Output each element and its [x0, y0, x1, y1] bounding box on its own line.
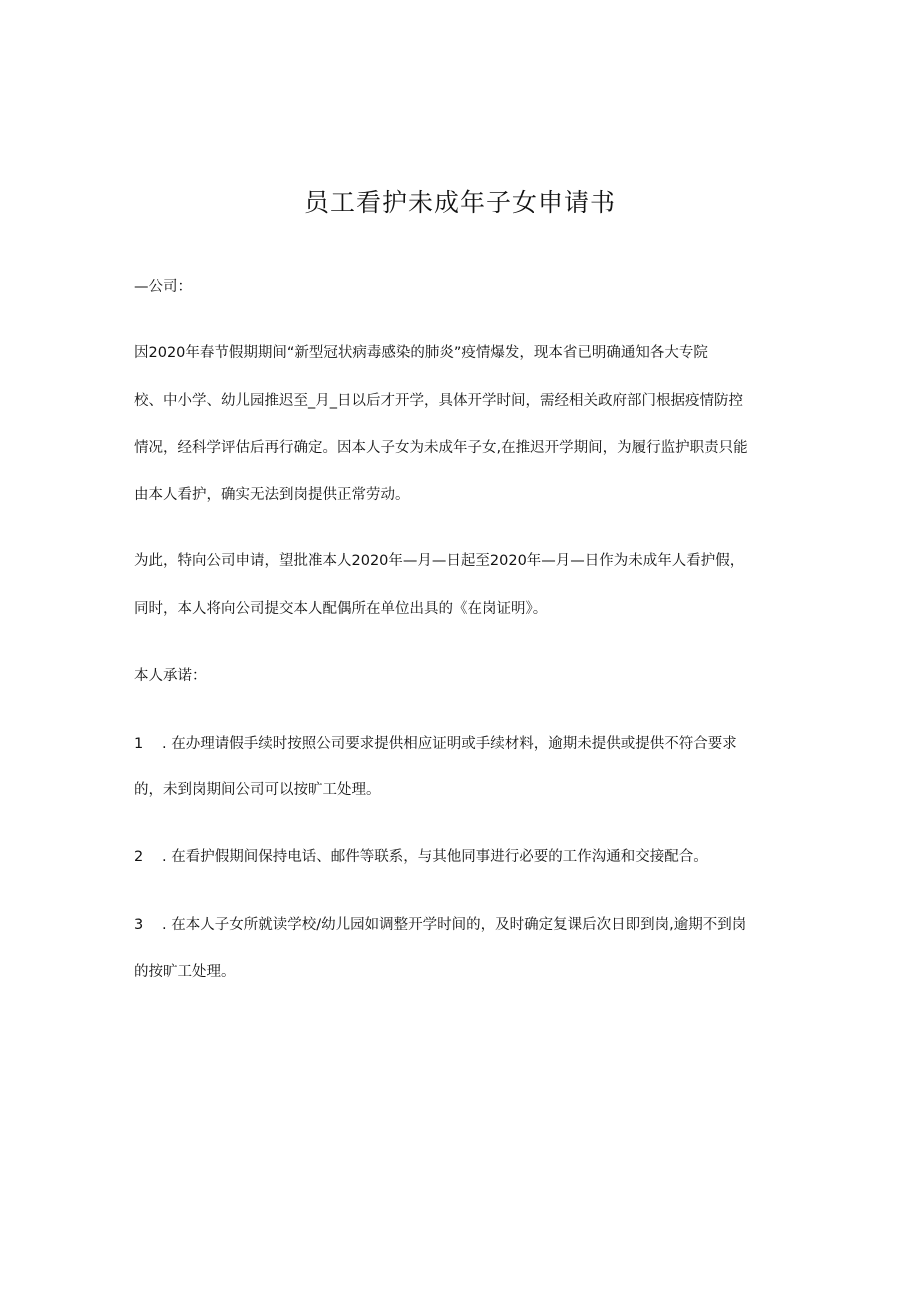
paragraph1-line-4: 由本人看护，确实无法到岗提供正常劳动。: [134, 487, 410, 503]
pledge-3-text-1: . 在本人子女所就读学校/幼儿园如调整开学时间的，及时确定复课后次日即到岗,逾期不到岗: [162, 917, 747, 933]
paragraph2-line-1: 为此，特向公司申请，望批准本人2020年—月—日起至2020年—月—日作为未成年人看护假，: [134, 553, 745, 569]
pledge-1-text-1: . 在办理请假手续时按照公司要求提供相应证明或手续材料，逾期未提供或提供不符合要求: [162, 736, 737, 752]
paragraph1-line-2: 校、中小学、幼儿园推迟至_月_日以后才开学，具体开学时间，需经相关政府部门根据疫情防控: [134, 393, 743, 409]
paragraph1-line-1: 因2020年春节假期期间“新型冠状病毒感染的肺炎”疫情爆发，现本省已明确通知各大专院: [134, 345, 708, 361]
pledge-1-number: 1: [134, 736, 144, 752]
paragraph2-line-2: 同时，本人将向公司提交本人配偶所在单位出具的《在岗证明》。: [134, 601, 548, 617]
pledge-2-text-1: . 在看护假期间保持电话、邮件等联系，与其他同事进行必要的工作沟通和交接配合。: [162, 849, 708, 865]
pledge-2-number: 2: [134, 849, 144, 865]
pledge-3-number: 3: [134, 917, 144, 933]
pledge-heading: 本人承诺：: [134, 668, 207, 684]
pledge-1-line-2: 的，未到岗期间公司可以按旷工处理。: [134, 782, 381, 798]
pledge-3-line-1: [134, 914, 804, 936]
document-title: 员工看护未成年子女申请书: [303, 188, 616, 217]
pledge-1-line-1: [134, 733, 804, 755]
paragraph1-line-3: 情况，经科学评估后再行确定。因本人子女为未成年子女,在推迟开学期间，为履行监护职责只能: [134, 440, 748, 456]
pledge-2-line-1: [134, 846, 804, 868]
pledge-3-line-2: 的按旷工处理。: [134, 964, 236, 980]
salutation: —公司：: [134, 279, 192, 295]
